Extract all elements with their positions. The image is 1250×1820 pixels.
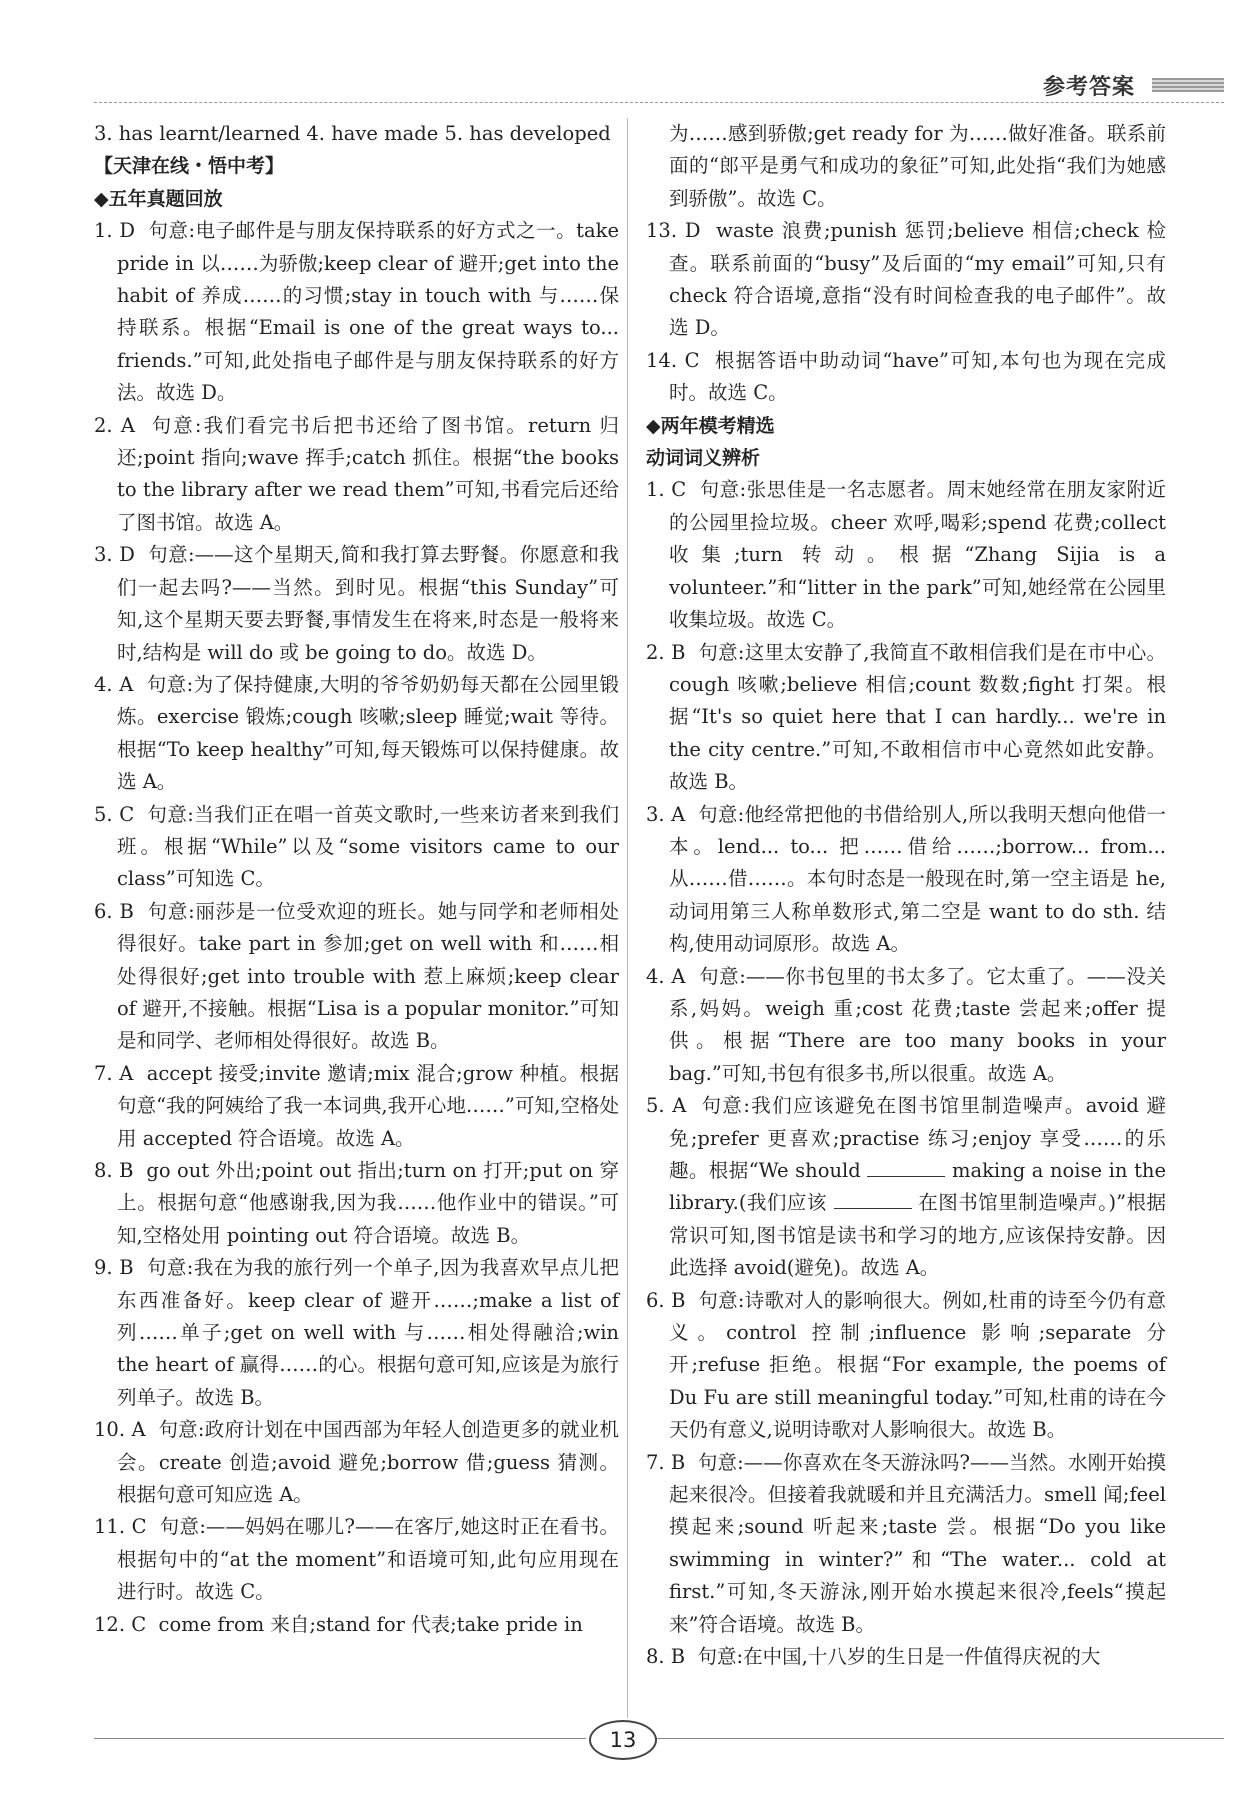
answer-text: 句意:政府计划在中国西部为年轻人创造更多的就业机会。create 创造;avoid 避免;borrow 借;guess 猜测。根据句意可知应选 A。 xyxy=(117,1418,620,1507)
answer-text: 句意:我在为我的旅行列一个单子,因为我喜欢早点儿把东西准备好。keep clear of 避开……;make a list of 列……单子;get on well with 与……相处得融洽;win the heart of 赢得……的心。根据句意可知,应该是为旅行列单子。故选 B。 xyxy=(117,1256,619,1409)
answer-text: 句意:——这个星期天,简和我打算去野餐。你愿意和我们一起去吗?——当然。到时见。根据“this Sunday”可知,这个星期天要去野餐,事情发生在将来,时态是一般将来时,结构是 will do 或 be going to do。故选 D。 xyxy=(117,543,619,664)
answer-text: 句意:张思佳是一名志愿者。周末她经常在朋友家附近的公园里捡垃圾。cheer 欢呼,喝彩;spend 花费;collect 收集;turn 转动。根据“Zhang Sijia is a volunteer.”和“litter in the park”可知,她经常在公园里收集垃圾。故选 C。 xyxy=(669,478,1166,632)
fill-blank xyxy=(867,1157,945,1178)
five-year-heading: ◆五年真题回放 xyxy=(94,187,223,210)
answer-text-part2: making a noise in the library.(我们应该 xyxy=(669,1159,1167,1215)
answer-number: 14. C xyxy=(646,348,700,372)
answer-text: 句意:在中国,十八岁的生日是一件值得庆祝的大 xyxy=(697,1645,1101,1669)
answer-text: accept 接受;invite 邀请;mix 混合;grow 种植。根据句意“我的阿姨给了我一本词典,我开心地……”可知,空格处用 accepted 符合语境。故选 A。 xyxy=(117,1061,619,1150)
answer-number: 11. C xyxy=(94,1515,147,1539)
answer-text: 句意:诗歌对人的影响很大。例如,杜甫的诗至今仍有意义。control 控制;influence 影响;separate 分开;refuse 拒绝。根据“For example, the poems of Du Fu are still meaningful today.”可知,杜甫的诗在今天仍有意义,说明诗歌对人影响很大。故选 B。 xyxy=(669,1288,1166,1442)
answer-text: 句意:——你喜欢在冬天游泳吗?——当然。水刚开始摸起来很冷。但接着我就暖和并且充满活力。smell 闻;feel 摸起来;sound 听起来;taste 尝。根据“Do you like swimming in winter?”和“The water... cold at first.”可知,冬天游泳,刚开始水摸起来很冷,feels“摸起来”符合语境。故选 B。 xyxy=(669,1450,1166,1636)
answer-text: come from 来自;stand for 代表;take pride in xyxy=(158,1612,583,1636)
answer-text: go out 外出;point out 指出;turn on 打开;put on 穿上。根据句意“他感谢我,因为我……他作业中的错误。”可知,空格处用 pointing out 符合语境。故选 B。 xyxy=(117,1159,619,1247)
answer-item xyxy=(94,1058,619,1155)
answer-item xyxy=(646,1285,1166,1447)
answer-number: 12. C xyxy=(94,1612,147,1636)
answer-number: 4. A xyxy=(646,964,686,988)
answer-number: 2. A xyxy=(94,413,136,437)
answer-item xyxy=(94,539,619,669)
answer-text: 句意:——妈妈在哪儿?——在客厅,她这时正在看书。根据句中的“at the moment”和语境可知,此句应用现在进行时。故选 C。 xyxy=(117,1515,619,1604)
page-number: 13 xyxy=(589,1720,657,1760)
answer-item xyxy=(94,1414,619,1511)
answer-item xyxy=(94,215,619,409)
answer-text: 句意:我们看完书后把书还给了图书馆。return 归还;point 指向;wave 挥手;catch 抓住。根据“the books to the library after we read them”可知,书看完后还给了图书馆。故选 A。 xyxy=(117,413,619,534)
footer-rule-left xyxy=(94,1738,586,1739)
answer-number: 3. D xyxy=(94,543,135,567)
answer-item xyxy=(646,1447,1166,1641)
two-year-heading: ◆两年模考精选 xyxy=(646,414,775,437)
header-decoration xyxy=(1152,78,1224,92)
answer-number: 5. C xyxy=(94,802,135,826)
header-title: 参考答案 xyxy=(1043,75,1136,100)
answer-text: 句意:为了保持健康,大明的爷爷奶奶每天都在公园里锻炼。exercise 锻炼;cough 咳嗽;sleep 睡觉;wait 等待。根据“To keep healthy”可知,每天锻炼可以保持健康。故选 A。 xyxy=(117,672,619,794)
answer-text: 句意:丽莎是一位受欢迎的班长。她与同学和老师相处得很好。take part in 参加;get on well with 和……相处得很好;get into trouble with 惹上麻烦;keep clear of 避开,不接触。根据“Lisa is a popular monitor.”可知是和同学、老师相处得很好。故选 B。 xyxy=(117,899,619,1053)
answer-number: 7. A xyxy=(94,1061,134,1085)
answer-number: 6. B xyxy=(94,899,134,923)
answer-text: 句意:电子邮件是与朋友保持联系的好方式之一。take pride in 以……为骄傲;keep clear of 避开;get into the habit of 养成……的习惯;stay in touch with 与……保持联系。根据“Email is one of the great ways to... friends.”可知,此处指电子邮件是与朋友保持联系的好方法。故选 D。 xyxy=(117,219,619,405)
header-rule xyxy=(94,102,1224,103)
right-answer-list-b xyxy=(646,474,1166,1090)
answer-item xyxy=(646,1641,1166,1673)
answer-number: 6. B xyxy=(646,1288,686,1312)
answer-item xyxy=(646,637,1166,799)
answer-text-part3: 在图书馆里制造噪声。)”根据常识可知,图书馆是读书和学习的地方,应该保持安静。因此选择 avoid(避免)。故选 A。 xyxy=(669,1191,1167,1280)
answer-text: 句意:这里太安静了,我简直不敢相信我们是在市中心。cough 咳嗽;believe 相信;count 数数;fight 打架。根据“It's so quiet here that I can hardly... we're in the city centre.”可知,不敢相信市中心竟然如此安静。故选 B。 xyxy=(669,640,1166,794)
answer-number: 10. A xyxy=(94,1418,146,1442)
answer-number: 2. B xyxy=(646,640,686,664)
left-column xyxy=(94,118,619,1641)
answer-item xyxy=(94,799,619,896)
answer-number: 8. B xyxy=(94,1159,134,1182)
answer-number: 1. D xyxy=(94,219,135,243)
answer-text: 句意:——你书包里的书太多了。它太重了。——没关系,妈妈。weigh 重;cost 花费;taste 尝起来;offer 提供。根据“There are too many books in your bag.”可知,书包有很多书,所以很重。故选 A。 xyxy=(669,964,1166,1085)
answer-number: 5. A xyxy=(646,1094,687,1118)
answer-text-part1: 句意:我们应该避免在图书馆里制造噪声。avoid 避免;prefer 更喜欢;practise 练习;enjoy 享受……的乐趣。根据“We should xyxy=(669,1094,1166,1182)
left-answer-list xyxy=(94,215,619,1641)
answer-number: 1. C xyxy=(646,478,687,502)
answer-item xyxy=(646,799,1166,961)
answer-item xyxy=(94,1155,619,1252)
subsection-heading: 动词词义辨析 xyxy=(646,447,761,470)
answer-item xyxy=(94,1511,619,1608)
column-divider xyxy=(627,118,628,1718)
answer-text: 句意:当我们正在唱一首英文歌时,一些来访者来到我们班。根据“While”以及“some visitors came to our class”可知选 C。 xyxy=(117,802,619,891)
answer-text: waste 浪费;punish 惩罚;believe 相信;check 检查。联系前面的“busy”及后面的“my email”可知,只有 check 符合语境,意指“没有时间检查我的电子邮件”。故选 D。 xyxy=(669,219,1166,340)
answer-number: 3. A xyxy=(646,802,686,826)
answer-item xyxy=(646,215,1166,345)
answer-item xyxy=(94,410,619,540)
answer-number: 4. A xyxy=(94,672,134,696)
right-answer-list-a xyxy=(646,215,1166,409)
answer-number: 7. B xyxy=(646,1450,686,1474)
right-column xyxy=(646,118,1166,1674)
answer-12-continued: 为……感到骄傲;get ready for 为……做好准备。联系前面的“郎平是勇气和成功的象征”可知,此处指“我们为她感到骄傲”。故选 C。 xyxy=(669,122,1166,210)
fill-blank xyxy=(834,1189,912,1210)
answer-number: 8. B xyxy=(646,1645,686,1669)
intro-answers: 3. has learnt/learned 4. have made 5. has developed xyxy=(94,122,611,145)
answer-item xyxy=(646,961,1166,1091)
answer-item xyxy=(94,1252,619,1414)
answer-item xyxy=(646,345,1166,410)
answer-item xyxy=(646,474,1166,636)
answer-text: 句意:他经常把他的书借给别人,所以我明天想向他借一本。lend... to... 把……借给……;borrow... from... 从……借……。本句时态是一般现在时,第一空主语是 he,动词用第三人称单数形式,第二空是 want to do sth. 结构,使用动词原形。故选 A。 xyxy=(669,802,1166,956)
answer-item xyxy=(94,669,619,799)
answer-item xyxy=(94,896,619,1058)
answer-number: 13. D xyxy=(646,219,701,243)
tianjin-heading: 【天津在线・悟中考】 xyxy=(94,155,285,178)
answer-item-5-mock xyxy=(646,1090,1166,1284)
footer-rule-right xyxy=(656,1738,1224,1739)
answer-number: 9. B xyxy=(94,1256,134,1280)
right-answer-list-c xyxy=(646,1285,1166,1674)
answer-text: 根据答语中助动词“have”可知,本句也为现在完成时。故选 C。 xyxy=(669,348,1166,405)
answer-item xyxy=(94,1609,619,1641)
